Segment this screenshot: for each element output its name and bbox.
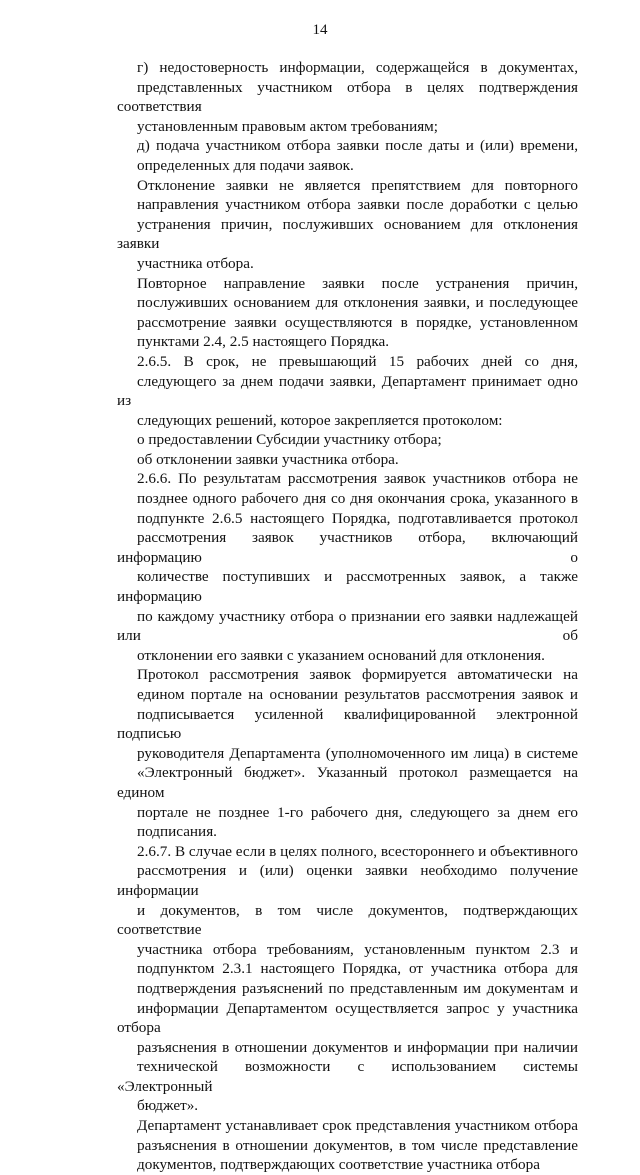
text-line: об отклонении заявки участника отбора. <box>137 450 399 468</box>
text-line: подпунктом 2.3.1 настоящего Порядка, от участника отбора для <box>137 960 578 978</box>
text-line: определенных для подачи заявок. <box>137 156 354 174</box>
text-line: едином портале на основании результатов рассмотрения заявок и <box>137 686 578 703</box>
para-d <box>117 136 578 175</box>
text-line: информации Департаментом осуществляется запрос у участника отбора <box>117 999 578 1037</box>
para-rejection <box>117 176 578 274</box>
text-line: установленным правовым актом требованиям; <box>137 117 439 135</box>
text-line: количестве поступивших и рассмотренных заявок, а также информацию <box>117 568 578 606</box>
text-line: Повторное направление заявки после устранения причин, <box>137 274 578 292</box>
text-line: направления участником отбора заявки после доработки с целью <box>137 196 578 214</box>
text-line: позднее одного рабочего дня со дня окончания срока, указанного в <box>137 490 578 508</box>
text-line: пунктами 2.4, 2.5 настоящего Порядка. <box>137 333 390 351</box>
para-decline <box>117 450 578 470</box>
text-line: 2.6.5. В срок, не превышающий 15 рабочих дней со дня, <box>137 352 578 370</box>
para-deadline <box>117 1116 578 1175</box>
para-protocol <box>117 665 578 841</box>
text-line: технической возможности с использованием системы «Электронный <box>117 1058 578 1095</box>
text-line: документов, подтверждающих соответствие участника отбора <box>137 1156 540 1174</box>
text-line: рассмотрения и (или) оценки заявки необходимо получение информации <box>117 862 578 899</box>
text-line: разъяснения в отношении документов и информации при наличии <box>137 1038 578 1056</box>
para-g <box>117 58 578 136</box>
text-line: подтверждения разъяснений по представленным им документам и <box>137 979 578 997</box>
text-line: рассмотрение заявки осуществляются в порядке, установленном <box>137 313 578 331</box>
text-line: 2.6.6. По результатам рассмотрения заявок участников отбора не <box>137 470 578 488</box>
text-line: рассмотрения заявок участников отбора, включающий информацию о <box>117 529 578 566</box>
text-line: следующих решений, которое закрепляется протоколом: <box>137 411 503 429</box>
text-line: представленных участником отбора в целях подтверждения соответствия <box>117 78 578 116</box>
document-body <box>117 58 578 1175</box>
text-line: и документов, в том числе документов, подтверждающих соответствие <box>117 901 578 939</box>
text-line: Департамент устанавливает срок представления участником отбора <box>137 1117 578 1135</box>
page-number: 14 <box>312 22 328 38</box>
text-line: подписания. <box>137 823 217 841</box>
text-line: разъяснения в отношении документов, в том числе представление <box>137 1136 578 1154</box>
text-line: участника отбора требованиям, установленным пунктом 2.3 и <box>137 940 578 958</box>
text-line: «Электронный бюджет». Указанный протокол размещается на едином <box>117 764 578 801</box>
text-line: руководителя Департамента (уполномоченного им лица) в системе <box>137 744 578 762</box>
text-line: д) подача участником отбора заявки после даты и (или) времени, <box>137 137 578 155</box>
text-line: Протокол рассмотрения заявок формируется автоматически на <box>137 666 578 684</box>
text-line: следующего за днем подачи заявки, Департамент принимает одно из <box>117 372 578 410</box>
text-line: бюджет». <box>137 1097 199 1115</box>
text-line: по каждому участнику отбора о признании его заявки надлежащей или об <box>117 607 578 645</box>
text-line: о предоставлении Субсидии участнику отбора; <box>137 431 442 449</box>
text-line: устранения причин, послуживших основанием для отклонения заявки <box>117 215 578 253</box>
text-line: отклонении его заявки с указанием оснований для отклонения. <box>137 646 545 664</box>
text-line: Отклонение заявки не является препятствием для повторного <box>137 176 578 194</box>
para-2-6-7 <box>117 842 578 1116</box>
text-line: 2.6.7. В случае если в целях полного, всестороннего и объективного <box>137 842 578 860</box>
para-repeat <box>117 274 578 352</box>
text-line: подпункте 2.6.5 настоящего Порядка, подготавливается протокол <box>137 509 578 527</box>
text-line: участника отбора. <box>137 254 254 272</box>
text-line: портале не позднее 1-го рабочего дня, следующего за днем его <box>137 803 578 821</box>
para-grant <box>117 430 578 450</box>
text-line: г) недостоверность информации, содержащейся в документах, <box>137 59 578 76</box>
para-2-6-5 <box>117 352 578 430</box>
text-line: послуживших основанием для отклонения заявки, и последующее <box>137 294 578 312</box>
text-line: подписывается усиленной квалифицированной электронной подписью <box>117 705 578 743</box>
para-2-6-6 <box>117 469 578 665</box>
